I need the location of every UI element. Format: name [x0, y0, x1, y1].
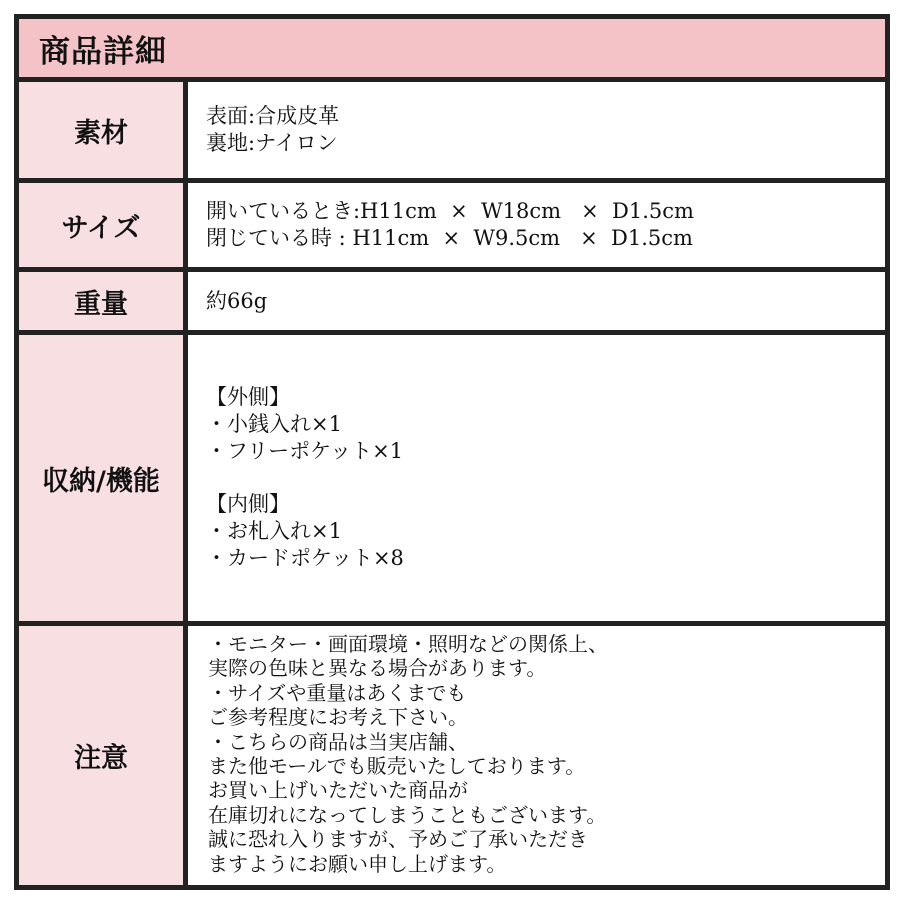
- size-open: 開いているとき:H11cm × W18cm × D1.5cm: [206, 199, 694, 223]
- size-label: サイズ: [19, 183, 183, 267]
- notes-line: ・モニター・画面環境・照明などの関係上、: [208, 632, 608, 656]
- notes-line: 誠に恐れ入りますが、予めご了承いただき: [208, 827, 588, 852]
- notes-line: 在庫切れになってしまうこともございます。: [208, 802, 607, 827]
- notes-line: ご参考程度にお考え下さい。: [208, 705, 468, 730]
- inside-heading: 【内側】: [206, 492, 290, 516]
- notes-label: 注意: [19, 626, 183, 885]
- material-lining: 裏地:ナイロン: [206, 131, 338, 155]
- size-value: [188, 183, 885, 267]
- material-surface: 表面:合成皮革: [206, 104, 340, 128]
- notes-line: 実際の色味と異なる場合があります。: [208, 656, 547, 681]
- notes-line: お買い上げいただいた商品が: [208, 778, 468, 803]
- notes-line: また他モールでも販売いたしております。: [208, 754, 586, 779]
- product-details-table: [14, 14, 890, 890]
- section-spacer: [206, 465, 867, 491]
- inside-item: ・カードポケット×8: [206, 546, 404, 570]
- storage-value: [188, 335, 885, 621]
- notes-value: [188, 626, 885, 885]
- notes-line: ますようにお願い申し上げます。: [208, 851, 507, 876]
- outside-heading: 【外側】: [206, 385, 290, 409]
- storage-label: 収納/機能: [19, 335, 183, 621]
- table-title: 商品詳細: [19, 19, 885, 77]
- size-closed: 閉じている時 : H11cm × W9.5cm × D1.5cm: [206, 226, 693, 250]
- notes-line: ・サイズや重量はあくまでも: [208, 680, 467, 705]
- weight-value: [188, 272, 885, 330]
- notes-line: ・こちらの商品は当実店舗、: [208, 729, 468, 754]
- material-label: 素材: [19, 82, 183, 178]
- weight-label: 重量: [19, 272, 183, 330]
- weight-text: 約66g: [206, 288, 268, 313]
- outside-item: ・フリーポケット×1: [206, 439, 404, 463]
- outside-item: ・小銭入れ×1: [206, 412, 342, 436]
- material-value: [188, 82, 885, 178]
- inside-item: ・お札入れ×1: [206, 519, 342, 543]
